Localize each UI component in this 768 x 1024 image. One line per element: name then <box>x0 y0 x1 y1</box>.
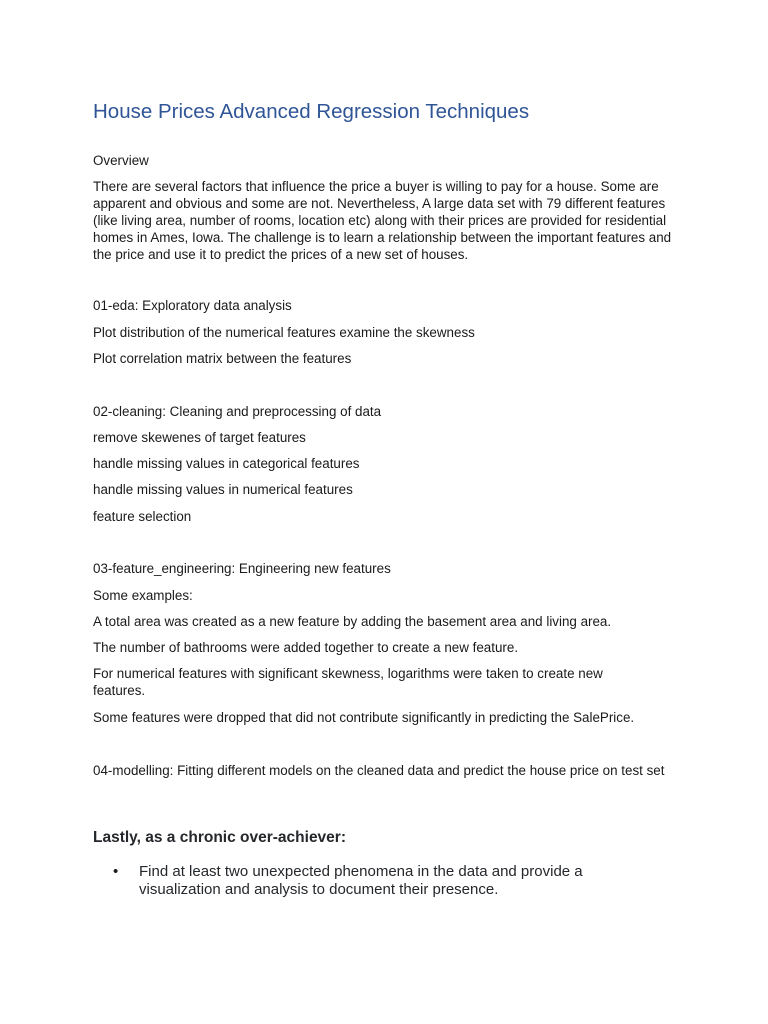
eda-heading: 01-eda: Exploratory data analysis <box>93 298 292 313</box>
cleaning-item: remove skewenes of target features <box>93 430 306 445</box>
feature-engineering-item: The number of bathrooms were added together to create a new feature. <box>93 640 519 655</box>
feature-engineering-item: For numerical features with significant skewness, logarithms were taken to create new features. <box>93 666 603 698</box>
cleaning-item: feature selection <box>93 509 192 524</box>
modelling-heading: 04-modelling: Fitting different models on the cleaned data and predict the house price on test set <box>93 763 665 778</box>
cleaning-item: handle missing values in numerical features <box>93 482 353 497</box>
cleaning-item: handle missing values in categorical features <box>93 456 360 471</box>
cleaning-heading: 02-cleaning: Cleaning and preprocessing of data <box>93 404 382 419</box>
feature-engineering-item: A total area was created as a new feature by adding the basement area and living area. <box>93 614 612 629</box>
feature-engineering-intro: Some examples: <box>93 588 193 603</box>
feature-engineering-heading: 03-feature_engineering: Engineering new features <box>93 561 391 576</box>
eda-item: Plot correlation matrix between the features <box>93 351 352 366</box>
feature-engineering-item: Some features were dropped that did not contribute significantly in predicting the SalePrice. <box>93 710 635 725</box>
overview-heading: Overview <box>93 153 149 168</box>
overview-text: There are several factors that influence the price a buyer is willing to pay for a house. Some are apparent and obvious and some are not. Nevertheless, A large data set with 79 different features (like living area, number of rooms, location etc) along with their prices are provided for residential homes in Ames, Iowa. The challenge is to learn a relationship between the important features and the price and use it to predict the prices of a new set of houses. <box>93 179 672 262</box>
eda-item: Plot distribution of the numerical features examine the skewness <box>93 325 475 340</box>
bullet-icon: • <box>113 863 119 880</box>
document-title: House Prices Advanced Regression Techniques <box>93 100 530 123</box>
lastly-heading: Lastly, as a chronic over-achiever: <box>93 829 346 846</box>
bullet-text: Find at least two unexpected phenomena in the data and provide a visualization and analysis to document their presence. <box>139 863 583 898</box>
